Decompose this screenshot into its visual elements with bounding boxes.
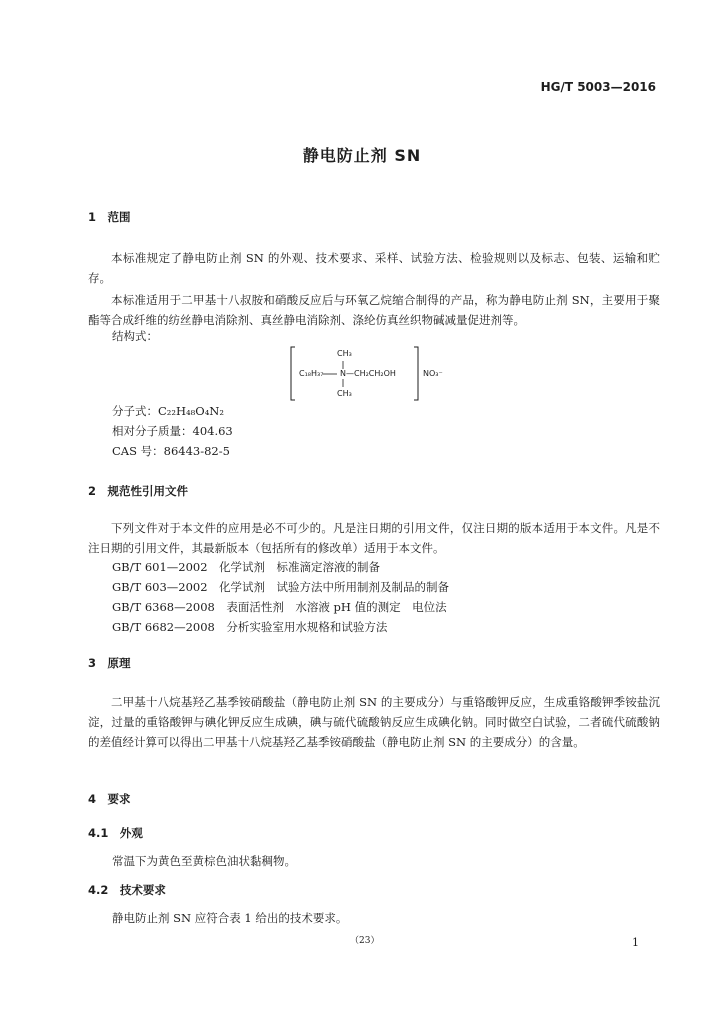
structure-label: 结构式：	[112, 329, 158, 343]
formula-top-group: CH₃	[337, 349, 352, 358]
section-1-para-1: 本标准规定了静电防止剂 SN 的外观、技术要求、采样、试验方法、检验规则以及标志、包装、运输和贮存。	[88, 251, 660, 285]
section-4-2-heading: 4.2 技术要求	[88, 883, 166, 897]
reference-item: GB/T 6682—2008 分析实验室用水规格和试验方法	[112, 620, 388, 634]
formula-bottom-group: CH₃	[337, 389, 352, 398]
section-3-para: 二甲基十八烷基羟乙基季铵硝酸盐（静电防止剂 SN 的主要成分）与重铬酸钾反应，生成重铬酸钾季铵盐沉淀，过量的重铬酸钾与碘化钾反应生成碘，碘与硫代硫酸钠反应生成碘化钠。同时做空白试验，二者硫代硫酸钠的差值经计算可以得出二甲基十八烷基羟乙基季铵硝酸盐（静电防止剂 SN 的主要成分）的含量。	[88, 695, 660, 749]
section-3-heading: 3 原理	[88, 656, 131, 670]
footer-center-number: （23）	[350, 936, 380, 946]
structural-formula	[290, 345, 443, 403]
section-2-para: 下列文件对于本文件的应用是必不可少的。凡是注日期的引用文件，仅注日期的版本适用于本文件。凡是不注日期的引用文件，其最新版本（包括所有的修改单）适用于本文件。	[88, 521, 660, 555]
molecular-formula: 分子式：C₂₂H₄₈O₄N₂	[112, 404, 224, 418]
formula-left-group: C₁₈H₃₇	[299, 369, 324, 378]
formula-anion: NO₃⁻	[423, 369, 443, 378]
reference-item: GB/T 6368—2008 表面活性剂 水溶液 pH 值的测定 电位法	[112, 600, 447, 614]
section-4-1-text: 常温下为黄色至黄棕色油状黏稠物。	[112, 854, 296, 868]
section-4-heading: 4 要求	[88, 792, 131, 806]
document-title: 静电防止剂 SN	[302, 146, 422, 165]
section-2-heading: 2 规范性引用文件	[88, 484, 189, 498]
page-number: 1	[632, 936, 639, 949]
molecular-mass: 相对分子质量：404.63	[112, 424, 233, 438]
formula-chain: N—CH₂CH₂OH	[340, 369, 396, 378]
section-1-para-2: 本标准适用于二甲基十八叔胺和硝酸反应后与环氧乙烷缩合制得的产品，称为静电防止剂 SN，主要用于聚酯等合成纤维的纺丝静电消除剂、真丝静电消除剂、涤纶仿真丝织物碱减量促进剂等。	[88, 293, 660, 327]
reference-item: GB/T 601—2002 化学试剂 标准滴定溶液的制备	[112, 560, 381, 574]
cas-number: CAS 号：86443-82-5	[112, 444, 230, 458]
section-4-1-heading: 4.1 外观	[88, 826, 143, 840]
standard-code: HG/T 5003—2016	[540, 80, 656, 94]
section-1-heading: 1 范围	[88, 210, 131, 224]
section-4-2-text: 静电防止剂 SN 应符合表 1 给出的技术要求。	[112, 911, 348, 925]
reference-item: GB/T 603—2002 化学试剂 试验方法中所用制剂及制品的制备	[112, 580, 450, 594]
